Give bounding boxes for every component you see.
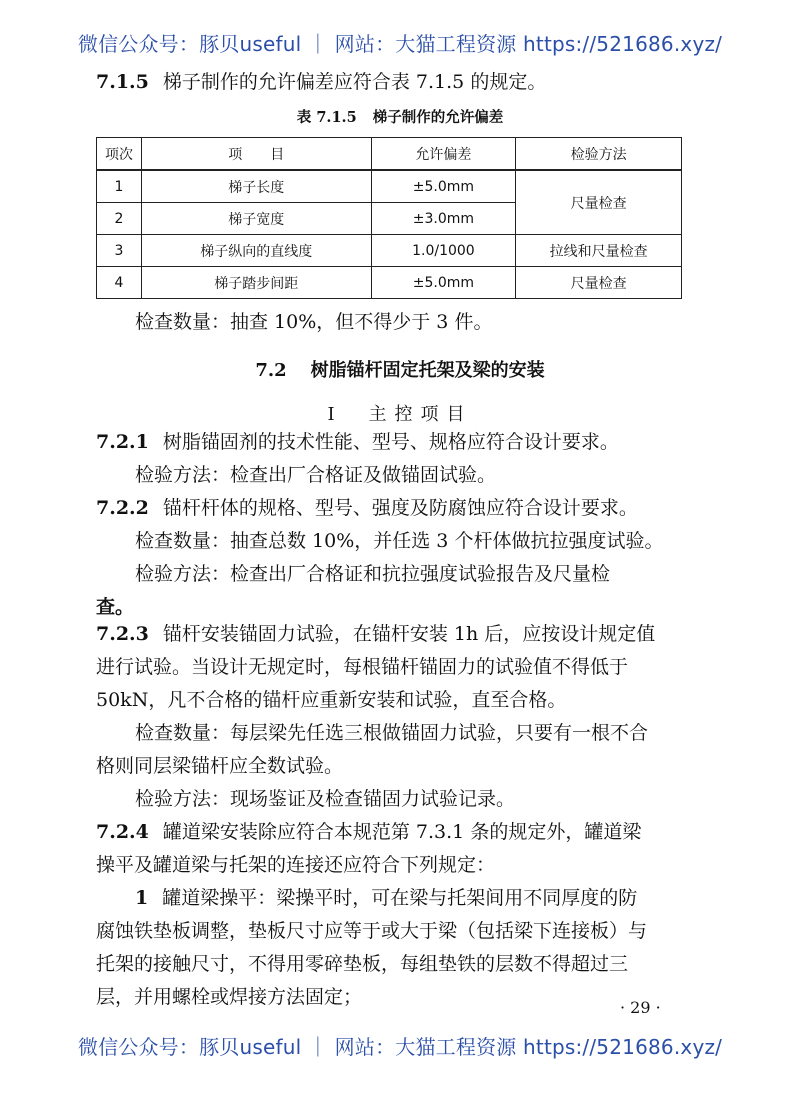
table-row: [97, 170, 682, 203]
watermark-bottom: 微信公众号：豚贝useful ｜ 网站：大猫工程资源 https://521686.xyz/: [77, 1035, 723, 1059]
item-text-line: 托架的接触尺寸，不得用零碎垫板，每组垫铁的层数不得超过三: [96, 953, 629, 975]
check-quantity: 检查数量：抽查总数 10%，并任选 3 个杆体做抗拉强度试验。: [135, 530, 664, 552]
section-number: 7.2: [255, 360, 287, 381]
cell-no: 3: [97, 235, 142, 267]
check-quantity-7-1: 检查数量：抽查 10%，但不得少于 3 件。: [135, 311, 493, 333]
item-number: 1: [135, 887, 149, 909]
cell-item: 梯子宽度: [141, 203, 371, 235]
section-title: 树脂锚杆固定托架及梁的安装: [310, 360, 545, 381]
tolerance-table: [96, 137, 682, 299]
cell-item: 梯子踏步间距: [141, 267, 371, 299]
clause-text-line: 50kN，凡不合格的锚杆应重新安装和试验，直至合格。: [96, 689, 567, 711]
clause-text: 梯子制作的允许偏差应符合表 7.1.5 的规定。: [162, 71, 547, 93]
inspection-method: 检验方法：检查出厂合格证及做锚固试验。: [135, 464, 497, 486]
clause-text-line: 操平及罐道梁与托架的连接还应符合下列规定：: [96, 854, 496, 876]
clause-number: 7.2.4: [96, 821, 149, 843]
clause-number: 7.2.1: [96, 431, 149, 453]
clause-7-2-2: [96, 496, 638, 520]
inspection-method: 检验方法：检查出厂合格证和抗拉强度试验报告及尺量检: [135, 563, 611, 585]
inspection-method-continued: 查。: [96, 596, 135, 618]
item-text-line: 腐蚀铁垫板调整，垫板尺寸应等于或大于梁（包括梁下连接板）与: [96, 920, 648, 942]
header-no: 项次: [97, 138, 142, 171]
cell-tolerance: ±3.0mm: [371, 203, 516, 235]
cell-no: 1: [97, 170, 142, 203]
inspection-method: 检验方法：现场鉴证及检查锚固力试验记录。: [135, 788, 516, 810]
cell-tolerance: 1.0/1000: [371, 235, 516, 267]
clause-7-2-1: [96, 430, 619, 454]
list-item-1: [135, 886, 637, 910]
sub-heading-main-control: Ⅰ 主控项目: [327, 404, 473, 425]
cell-method: 尺量检查: [516, 267, 682, 299]
watermark-top: 微信公众号：豚贝useful ｜ 网站：大猫工程资源 https://521686.xyz/: [77, 32, 723, 56]
clause-text: 锚杆杆体的规格、型号、强度及防腐蚀应符合设计要求。: [162, 497, 638, 519]
cell-tolerance: ±5.0mm: [371, 267, 516, 299]
clause-7-1-5: [96, 70, 546, 94]
clause-7-2-3: [96, 622, 655, 646]
cell-no: 2: [97, 203, 142, 235]
clause-text-line: 进行试验。当设计无规定时，每根锚杆锚固力的试验值不得低于: [96, 656, 629, 678]
table-header-row: [97, 138, 682, 171]
cell-tolerance: ±5.0mm: [371, 170, 516, 203]
page-number: · 29 ·: [620, 998, 661, 1017]
header-item: 项 目: [141, 138, 371, 171]
cell-item: 梯子长度: [141, 170, 371, 203]
item-text: 罐道梁操平：梁操平时，可在梁与托架间用不同厚度的防: [162, 887, 638, 909]
header-tolerance: 允许偏差: [371, 138, 516, 171]
clause-text: 罐道梁安装除应符合本规范第 7.3.1 条的规定外，罐道梁: [162, 821, 642, 843]
clause-number: 7.2.2: [96, 497, 149, 519]
clause-text: 锚杆安装锚固力试验，在锚杆安装 1h 后，应按设计规定值: [162, 623, 656, 645]
clause-text: 树脂锚固剂的技术性能、型号、规格应符合设计要求。: [162, 431, 619, 453]
section-heading-7-2: [0, 356, 800, 382]
check-quantity-continued: 格则同层梁锚杆应全数试验。: [96, 755, 344, 777]
header-method: 检验方法: [516, 138, 682, 171]
clause-number: 7.2.3: [96, 623, 149, 645]
cell-method: 拉线和尺量检查: [516, 235, 682, 267]
table-caption-title: 梯子制作的允许偏差: [372, 109, 504, 126]
cell-no: 4: [97, 267, 142, 299]
check-quantity: 检查数量：每层梁先任选三根做锚固力试验，只要有一根不合: [135, 722, 649, 744]
table-caption-number: 表 7.1.5: [296, 109, 357, 126]
clause-number: 7.1.5: [96, 71, 149, 93]
cell-item: 梯子纵向的直线度: [141, 235, 371, 267]
table-caption: [0, 106, 800, 127]
table-row: [97, 267, 682, 299]
item-text-line: 层，并用螺栓或焊接方法固定；: [96, 986, 363, 1008]
table-row: [97, 235, 682, 267]
clause-7-2-4: [96, 820, 641, 844]
cell-method: 尺量检查: [516, 170, 682, 235]
